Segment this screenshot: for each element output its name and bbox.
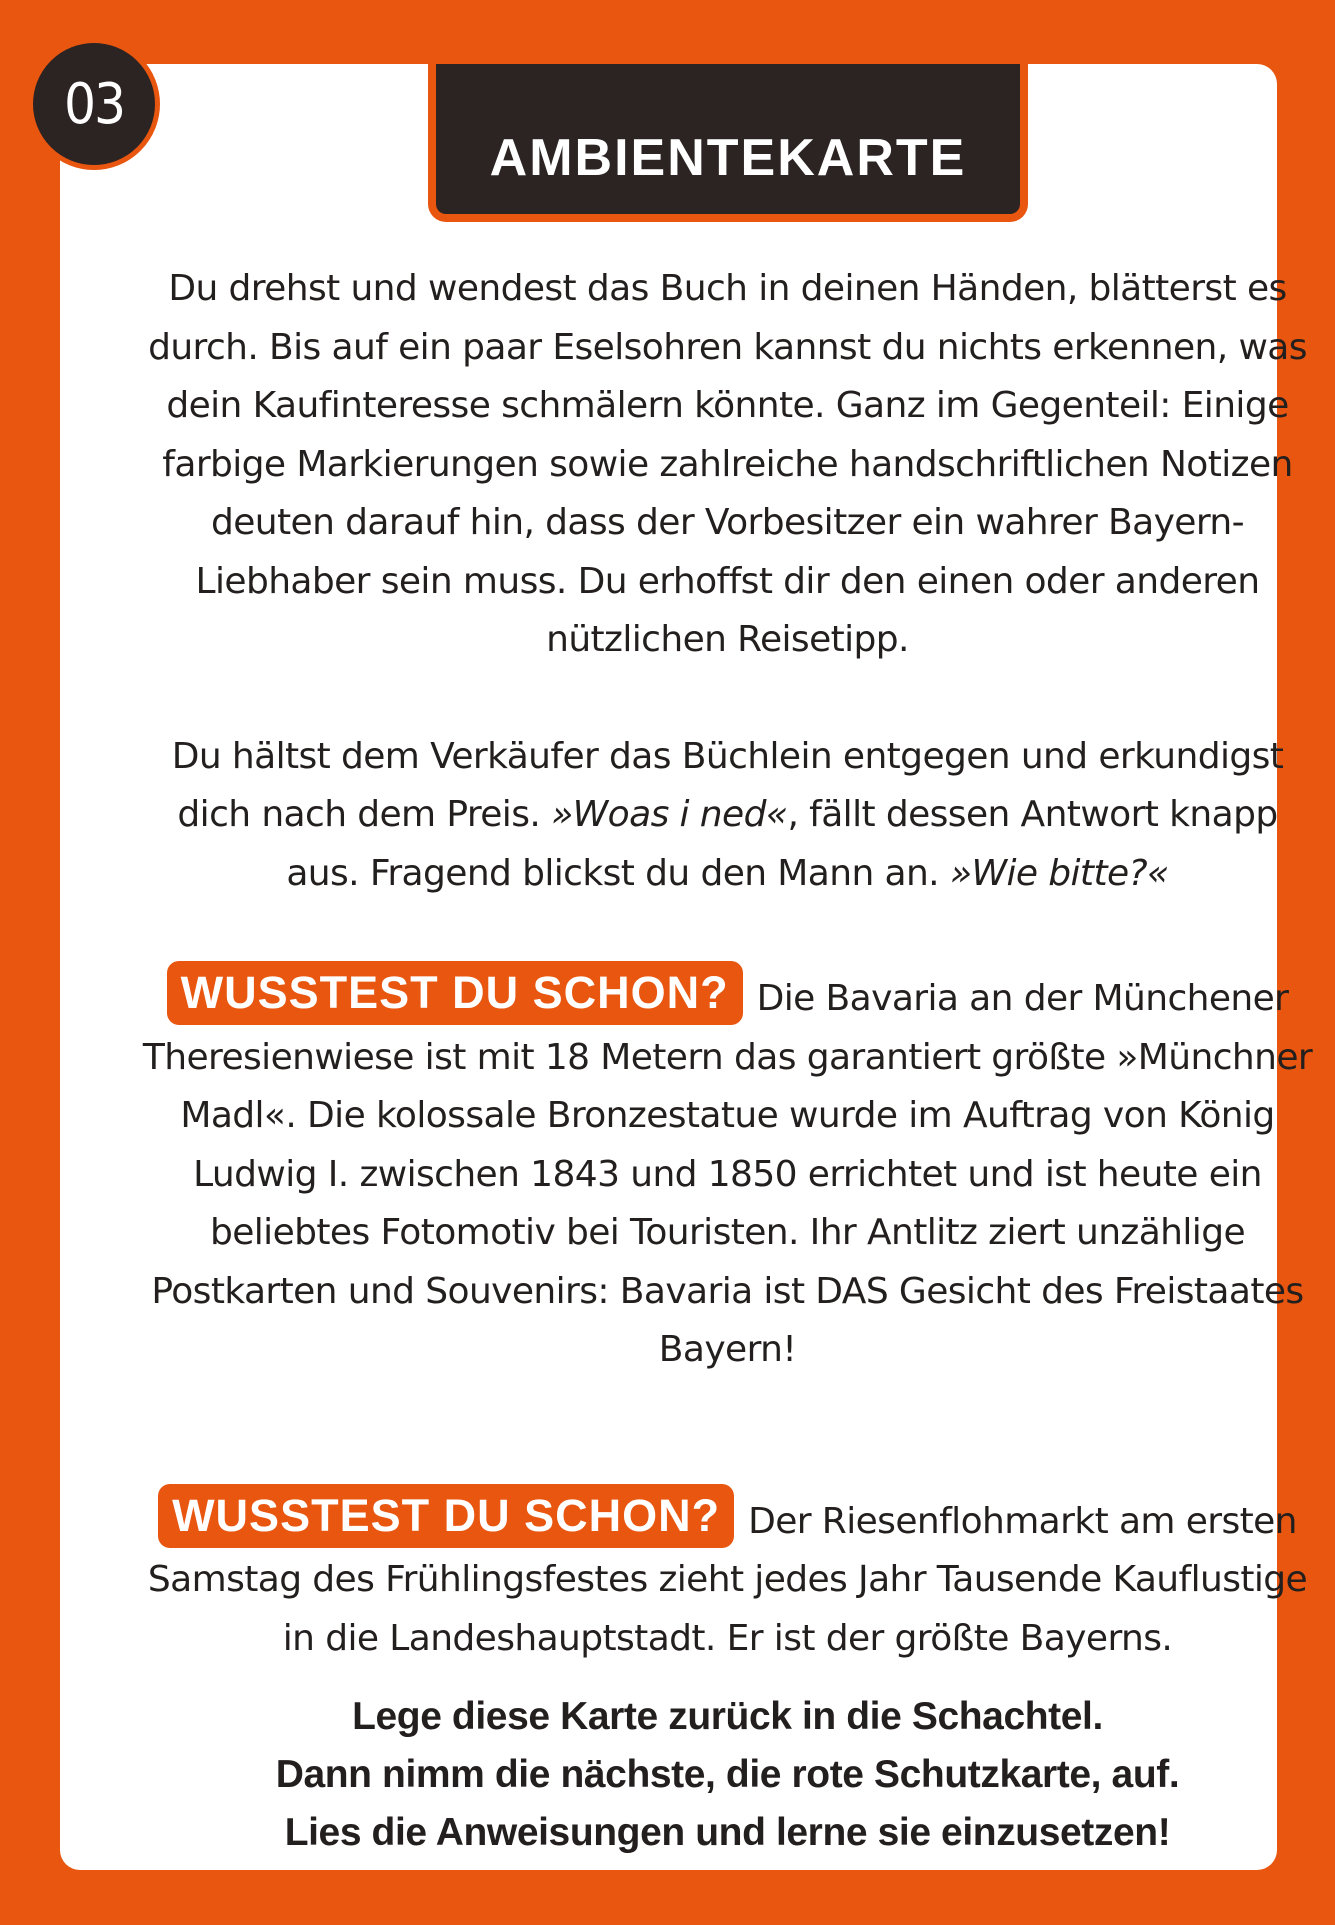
fact-text-1: Die Bavaria an der Münchener Theresienwiese ist mit 18 Metern das garantiert größte »Münchner Madl«. Die kolossale Bronzestatue wurde im Auftrag von König Ludwig I. zwischen 1843 und 1850 errichtet und ist heute ein beliebtes Fotomotiv bei Touristen. Ihr Antlitz ziert unzählige Postkarten und Souvenirs: Bavaria ist DAS Gesicht des Freistaates Bayern!	[142, 978, 1313, 1370]
card-content	[140, 260, 1315, 1862]
fact-tag-2: WUSSTEST DU SCHON?	[158, 1484, 734, 1548]
fact-flohmarkt	[140, 1484, 1315, 1669]
dialogue-part1: Du hältst dem Verkäufer das Büchlein entgegen und erkundigst dich nach dem Preis.	[171, 735, 1284, 835]
dialogue-quote1: »Woas i ned«	[551, 794, 788, 835]
card-number-badge: 03	[28, 38, 160, 170]
instruction-line-2: Dann nimm die nächste, die rote Schutzkarte, auf.	[275, 1753, 1180, 1796]
dialogue-quote2: »Wie bitte?«	[949, 852, 1169, 894]
fact-tag-1: WUSSTEST DU SCHON?	[167, 961, 743, 1025]
dialogue-part2: , fällt dessen Antwort knapp aus. Fragend blickst du den Mann an.	[286, 794, 1278, 894]
paragraph-intro: Du drehst und wendest das Buch in deinen Händen, blätterst es durch. Bis auf ein paar Eselsohren kannst du nichts erkennen, was dein Kaufinteresse schmälern könnte. Ganz im Gegenteil: Einige farbige Markierungen sowie zahlreiche handschriftlichen Notizen deuten darauf hin, dass der Vorbesitzer ein wahrer Bayern-Liebhaber sein muss. Du erhoffst dir den einen oder anderen nützlichen Reisetipp.	[148, 268, 1307, 660]
fact-bavaria	[140, 961, 1315, 1380]
paragraph-dialogue	[140, 728, 1315, 904]
fact-text-2: Der Riesenflohmarkt am ersten Samstag des Frühlingsfestes zieht jedes Jahr Tausende Kauflustige in die Landeshauptstadt. Er ist der größte Bayerns.	[147, 1500, 1308, 1659]
instruction-line-3: Lies die Anweisungen und lerne sie einzusetzen!	[284, 1811, 1171, 1854]
card-title: AMBIENTEKARTE	[428, 64, 1028, 222]
card	[60, 64, 1313, 1870]
instruction-line-1: Lege diese Karte zurück in die Schachtel.	[352, 1695, 1103, 1738]
instructions	[140, 1688, 1315, 1862]
